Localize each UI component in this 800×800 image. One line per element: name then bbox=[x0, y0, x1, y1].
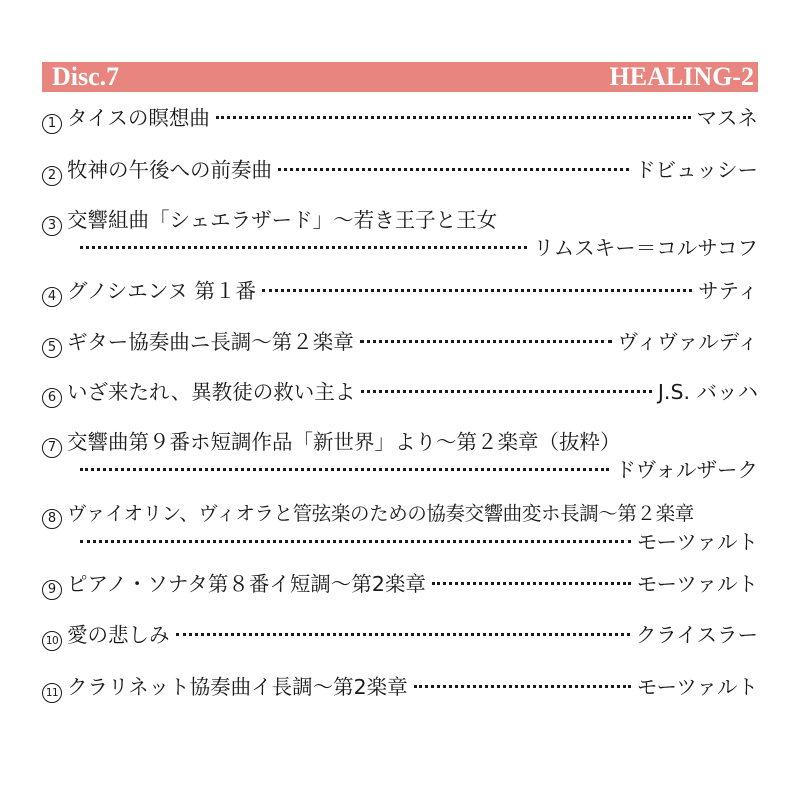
track-composer: サティ bbox=[698, 279, 758, 303]
track-item bbox=[42, 378, 758, 406]
track-number: 5 bbox=[42, 338, 62, 358]
track-title: いざ来たれ、異教徒の救い主よ bbox=[67, 380, 356, 404]
track-item bbox=[42, 156, 758, 184]
track-item bbox=[42, 570, 758, 598]
track-number: 1 bbox=[42, 114, 62, 134]
series-title: HEALING-2 bbox=[609, 62, 754, 91]
track-number: 8 bbox=[42, 509, 62, 529]
leader-dots bbox=[176, 633, 630, 636]
track-composer: クライスラー bbox=[635, 623, 758, 647]
disc-number: Disc.7 bbox=[52, 62, 120, 91]
track-title: ピアノ・ソナタ第８番イ短調〜第2楽章 bbox=[67, 572, 426, 596]
track-composer: J.S. バッハ bbox=[657, 380, 758, 404]
track-item bbox=[42, 104, 758, 132]
track-number: 11 bbox=[42, 683, 62, 703]
leader-dots bbox=[80, 468, 609, 471]
track-title: 愛の悲しみ bbox=[67, 623, 170, 647]
leader-dots bbox=[278, 168, 629, 171]
track-item bbox=[42, 277, 758, 305]
track-composer: モーツァルト bbox=[636, 675, 758, 699]
leader-dots bbox=[262, 289, 692, 292]
disc-header bbox=[42, 62, 758, 92]
leader-dots bbox=[360, 340, 612, 343]
track-number: 2 bbox=[42, 166, 62, 186]
leader-dots bbox=[80, 540, 631, 543]
track-number: 10 bbox=[42, 631, 62, 651]
track-composer: マスネ bbox=[696, 106, 758, 130]
track-title: 牧神の午後への前奏曲 bbox=[67, 158, 272, 182]
track-number: 7 bbox=[42, 438, 62, 458]
track-title: グノシエンヌ 第１番 bbox=[67, 279, 256, 303]
track-item bbox=[42, 500, 758, 556]
leader-dots bbox=[80, 246, 527, 249]
track-number: 9 bbox=[42, 580, 62, 600]
track-composer: モーツァルト bbox=[636, 530, 758, 554]
track-composer: ヴィヴァルディ bbox=[617, 330, 758, 354]
leader-dots bbox=[414, 685, 631, 688]
leader-dots bbox=[432, 582, 631, 585]
track-number: 6 bbox=[42, 388, 62, 408]
track-title: タイスの瞑想曲 bbox=[67, 106, 210, 130]
track-item bbox=[42, 621, 758, 649]
track-composer: モーツァルト bbox=[636, 572, 758, 596]
track-number: 3 bbox=[42, 216, 62, 236]
track-composer: ドビュッシー bbox=[635, 158, 758, 182]
leader-dots bbox=[361, 390, 652, 393]
track-item bbox=[42, 328, 758, 356]
leader-dots bbox=[216, 116, 691, 119]
track-item bbox=[42, 428, 758, 484]
track-title: 交響組曲「シェエラザード」〜若き王子と王女 bbox=[67, 208, 498, 232]
track-number: 4 bbox=[42, 287, 62, 307]
track-composer: リムスキー＝コルサコフ bbox=[533, 236, 758, 260]
track-composer: ドヴォルザーク bbox=[615, 458, 758, 482]
track-title: クラリネット協奏曲イ長調〜第2楽章 bbox=[67, 675, 408, 699]
track-title: 交響曲第９番ホ短調作品「新世界」より〜第２楽章（抜粋） bbox=[67, 430, 621, 454]
track-title: ヴァイオリン、ヴィオラと管弦楽のための協奏交響曲変ホ長調〜第２楽章 bbox=[67, 502, 694, 525]
track-item bbox=[42, 673, 758, 701]
track-title: ギター協奏曲ニ長調〜第２楽章 bbox=[67, 330, 354, 354]
track-item bbox=[42, 206, 758, 262]
